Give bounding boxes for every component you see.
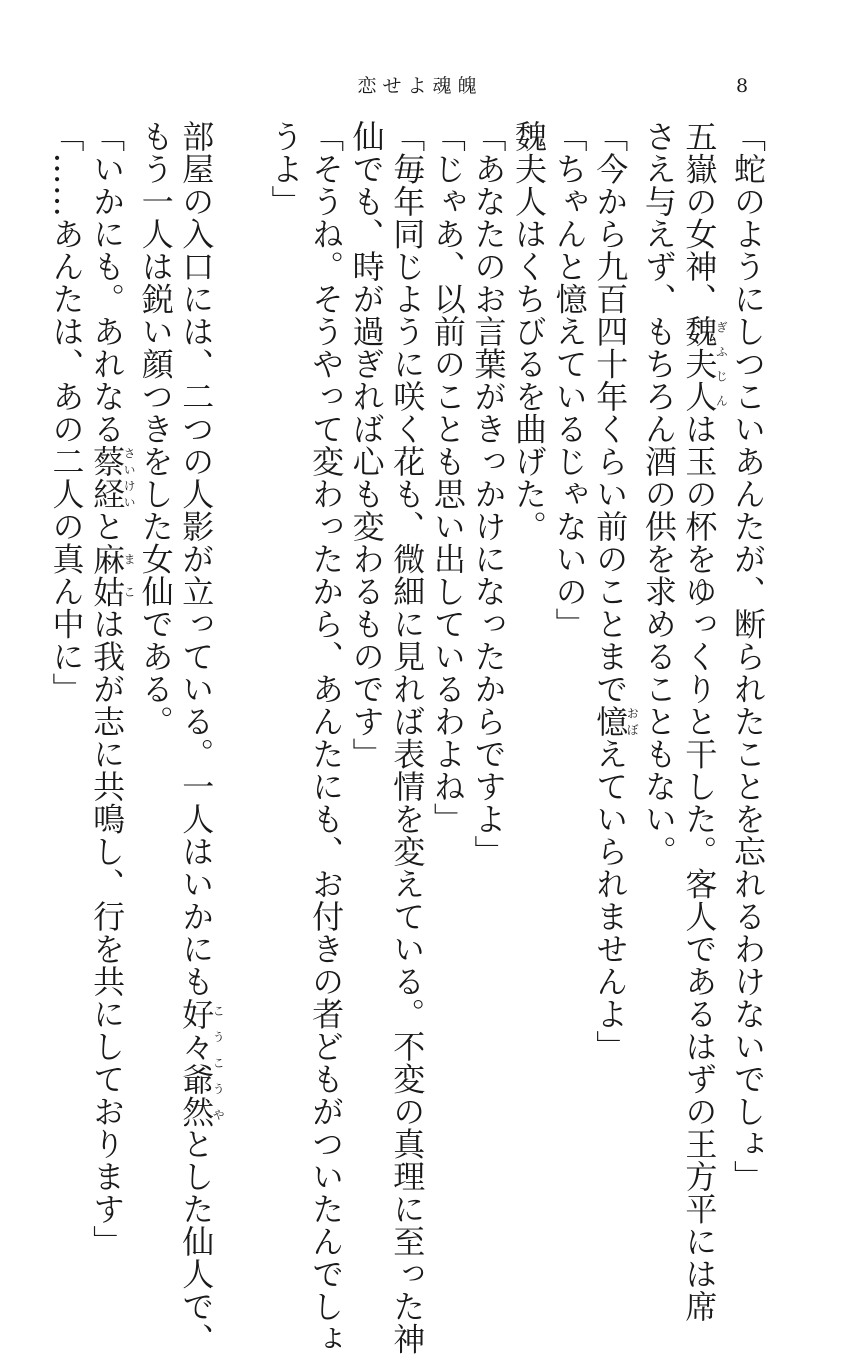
text-fragment: とした仙人で、 (177, 1128, 215, 1355)
text-line: 「ちゃんと憶えているじゃないの」 (549, 120, 590, 1140)
line-gap (224, 120, 265, 1140)
page-number: 8 (722, 66, 762, 106)
body-text (88, 120, 768, 1140)
text-line: 「そうね。そうやって変わったから、あんたにも、お付きの者どもがついたんでしょ (305, 120, 346, 1140)
text-fragment: は我が志に共鳴し、行を共にしております」 (88, 608, 126, 1258)
text-line: 「……あんたは、あの二人の真ん中に」 (46, 120, 87, 1140)
text-fragment: 部屋の入口には、二つの人影が立っている。一人はいかにも (177, 120, 215, 998)
text-line: もう一人は鋭い顔つきをした女仙である。 (135, 120, 176, 1140)
text-fragment: と (88, 510, 126, 543)
text-line: 魏夫人はくちびるを曲げた。 (508, 120, 549, 1140)
text-fragment: えていられませんよ」 (591, 738, 629, 1063)
text-line: うよ」 (265, 120, 306, 1140)
text-line: 仙でも、時が過ぎれば心も変わるものです」 (346, 120, 387, 1140)
text-line (679, 120, 728, 1140)
ruby-wei-furen: 魏夫人ぎふじん (680, 315, 718, 413)
text-fragment: 五嶽の女神、 (680, 120, 718, 315)
text-line: 「蛇のようにしつこいあんたが、断られたことを忘れるわけないでしょ」 (727, 120, 768, 1140)
ruby-oboe: 憶おぼ (591, 705, 629, 738)
text-line: 「毎年同じように咲く花も、微細に見れば表情を変えている。不変の真理に至った神 (387, 120, 428, 1140)
ruby-saikei: 蔡経さいけい (88, 445, 126, 510)
text-line (176, 120, 225, 1140)
ruby-mako: 麻姑まこ (88, 543, 126, 608)
text-fragment: は玉の杯をゆっくりと干した。客人であるはずの王方平には席 (680, 413, 718, 1323)
text-fragment: 「今から九百四十年くらい前のことまで (591, 120, 629, 705)
text-line: 「あなたのお言葉がきっかけになったからですよ」 (468, 120, 509, 1140)
text-fragment: 「いかにも。あれなる (88, 120, 126, 445)
text-line: さえ与えず、もちろん酒の供を求めることもない。 (638, 120, 679, 1140)
text-line: 「じゃあ、以前のことも思い出しているわよね」 (427, 120, 468, 1140)
ruby-koukouya: 好々爺然こうこうや (177, 998, 215, 1128)
text-line (590, 120, 639, 1140)
text-line (87, 120, 136, 1140)
running-header-title: 恋せよ魂魄 (330, 66, 510, 106)
